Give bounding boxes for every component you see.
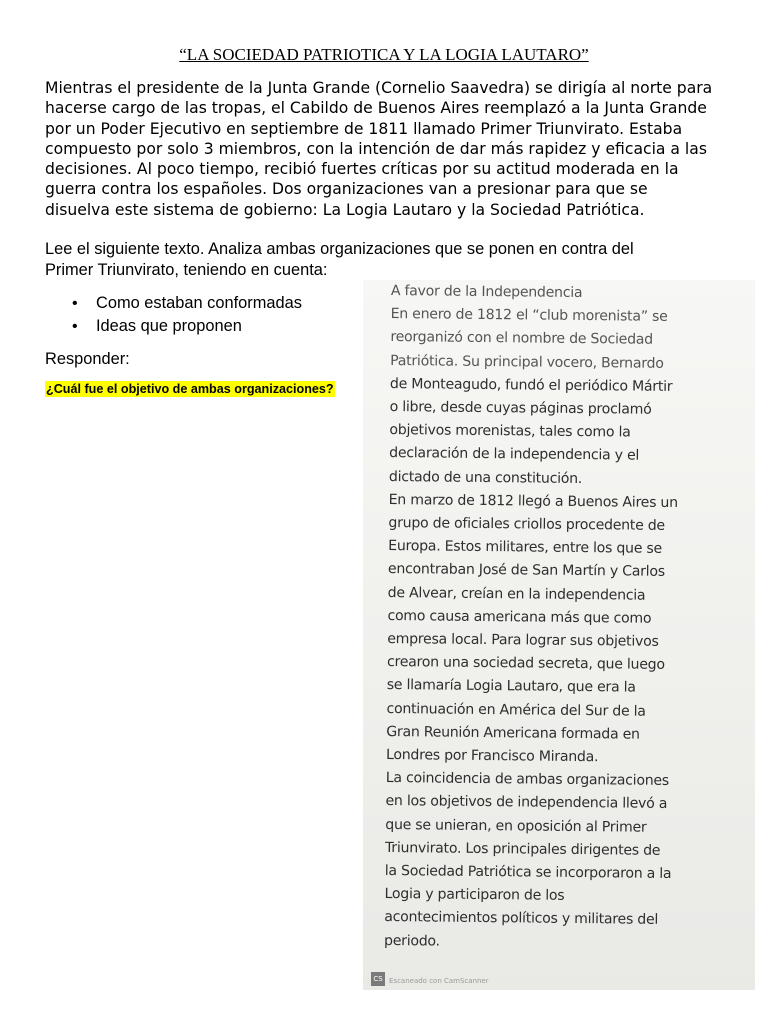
scanned-line: grupo de oficiales criollos procedente de <box>388 515 665 534</box>
intro-line: por un Poder Ejecutivo en septiembre de 1811 llamado Primer Triunvirato. Estaba <box>45 119 683 138</box>
intro-line: hacerse cargo de las tropas, el Cabildo de Buenos Aires reemplazó a la Junta Grande <box>45 99 707 118</box>
scanned-line: encontraban José de San Martín y Carlos <box>387 561 665 581</box>
scanned-line: Europa. Estos militares, entre los que se <box>388 538 663 558</box>
scanned-line: En marzo de 1812 llegó a Buenos Aires un <box>388 491 678 511</box>
scanned-line: que se unieran, en oposición al Primer <box>385 816 647 836</box>
scanned-line: En enero de 1812 el “club morenista” se <box>390 306 668 326</box>
intro-paragraph <box>45 78 735 220</box>
intro-line: Mientras el presidente de la Junta Grande (Cornelio Saavedra) se dirigía al norte para <box>45 79 713 97</box>
instruction-line: Primer Triunvirato, teniendo en cuenta: <box>45 261 328 279</box>
instruction-line: Lee el siguiente texto. Analiza ambas organizaciones que se ponen en contra del <box>45 240 634 258</box>
scanned-line: objetivos morenistas, tales como la <box>389 422 631 441</box>
scanned-line: Triunvirato. Los principales dirigentes de <box>384 839 661 859</box>
scanned-line: continuación en América del Sur de la <box>386 700 646 720</box>
intro-line: disuelva este sistema de gobierno: La Logia Lautaro y la Sociedad Patriótica. <box>45 200 645 219</box>
scanned-line: como causa americana más que como <box>387 607 652 627</box>
scanned-line: la Sociedad Patriótica se incorporaron a la <box>384 863 672 883</box>
instruction-paragraph <box>45 239 735 281</box>
intro-line: compuesto por solo 3 miembros, con la intención de dar más rapidez y eficacia a las <box>45 139 707 158</box>
scanned-text-block <box>384 280 751 957</box>
scanned-line: Londres por Francisco Miranda. <box>385 747 599 766</box>
scanned-line: dictado de una constitución. <box>388 468 583 487</box>
scanned-line: en los objetivos de independencia llevó a <box>385 793 668 813</box>
scanned-line: Gran Reunión Americana formada en <box>386 723 640 743</box>
intro-line: guerra contra los españoles. Dos organizaciones van a presionar para que se <box>45 180 648 199</box>
scanned-line: reorganizó con el nombre de Sociedad <box>390 329 653 349</box>
responder-label: Responder: <box>45 350 130 368</box>
watermark-caption: Escaneado con CamScanner <box>389 977 489 985</box>
scanned-line: se llamaría Logia Lautaro, que era la <box>386 677 636 697</box>
scanned-line: empresa local. Para lograr sus objetivos <box>387 631 659 650</box>
scanned-line: o libre, desde cuyas páginas proclamó <box>389 399 652 418</box>
scanned-excerpt-image <box>363 280 755 990</box>
scanned-line: acontecimientos políticos y militares del <box>384 909 659 929</box>
camscanner-logo-icon: CS <box>371 972 385 986</box>
scanned-line: La coincidencia de ambas organizaciones <box>385 770 670 790</box>
scanned-line: de Alvear, creían en la independencia <box>387 584 646 604</box>
highlighted-question <box>45 382 335 396</box>
scanned-heading: A favor de la Independencia <box>390 282 583 302</box>
scanned-line: periodo. <box>383 932 440 950</box>
list-item: • Ideas que proponen <box>45 315 302 338</box>
intro-line: decisiones. Al poco tiempo, recibió fuertes críticas por su actitud moderada en la <box>45 160 679 179</box>
question-text: ¿Cuál fue el objetivo de ambas organizaciones? <box>46 382 334 396</box>
scanned-line: declaración de la independencia y el <box>389 445 640 465</box>
scanned-line: Patriótica. Su principal vocero, Bernardo <box>390 352 664 372</box>
criteria-list <box>45 292 302 338</box>
scanned-line: crearon una sociedad secreta, que luego <box>386 654 665 674</box>
document-title: “LA SOCIEDAD PATRIOTICA Y LA LOGIA LAUTARO” <box>179 45 589 64</box>
list-item: • Como estaban conformadas <box>45 292 302 315</box>
scanned-line: de Monteagudo, fundó el periódico Mártir <box>389 375 673 395</box>
scanned-line: Logia y participaron de los <box>384 886 565 905</box>
